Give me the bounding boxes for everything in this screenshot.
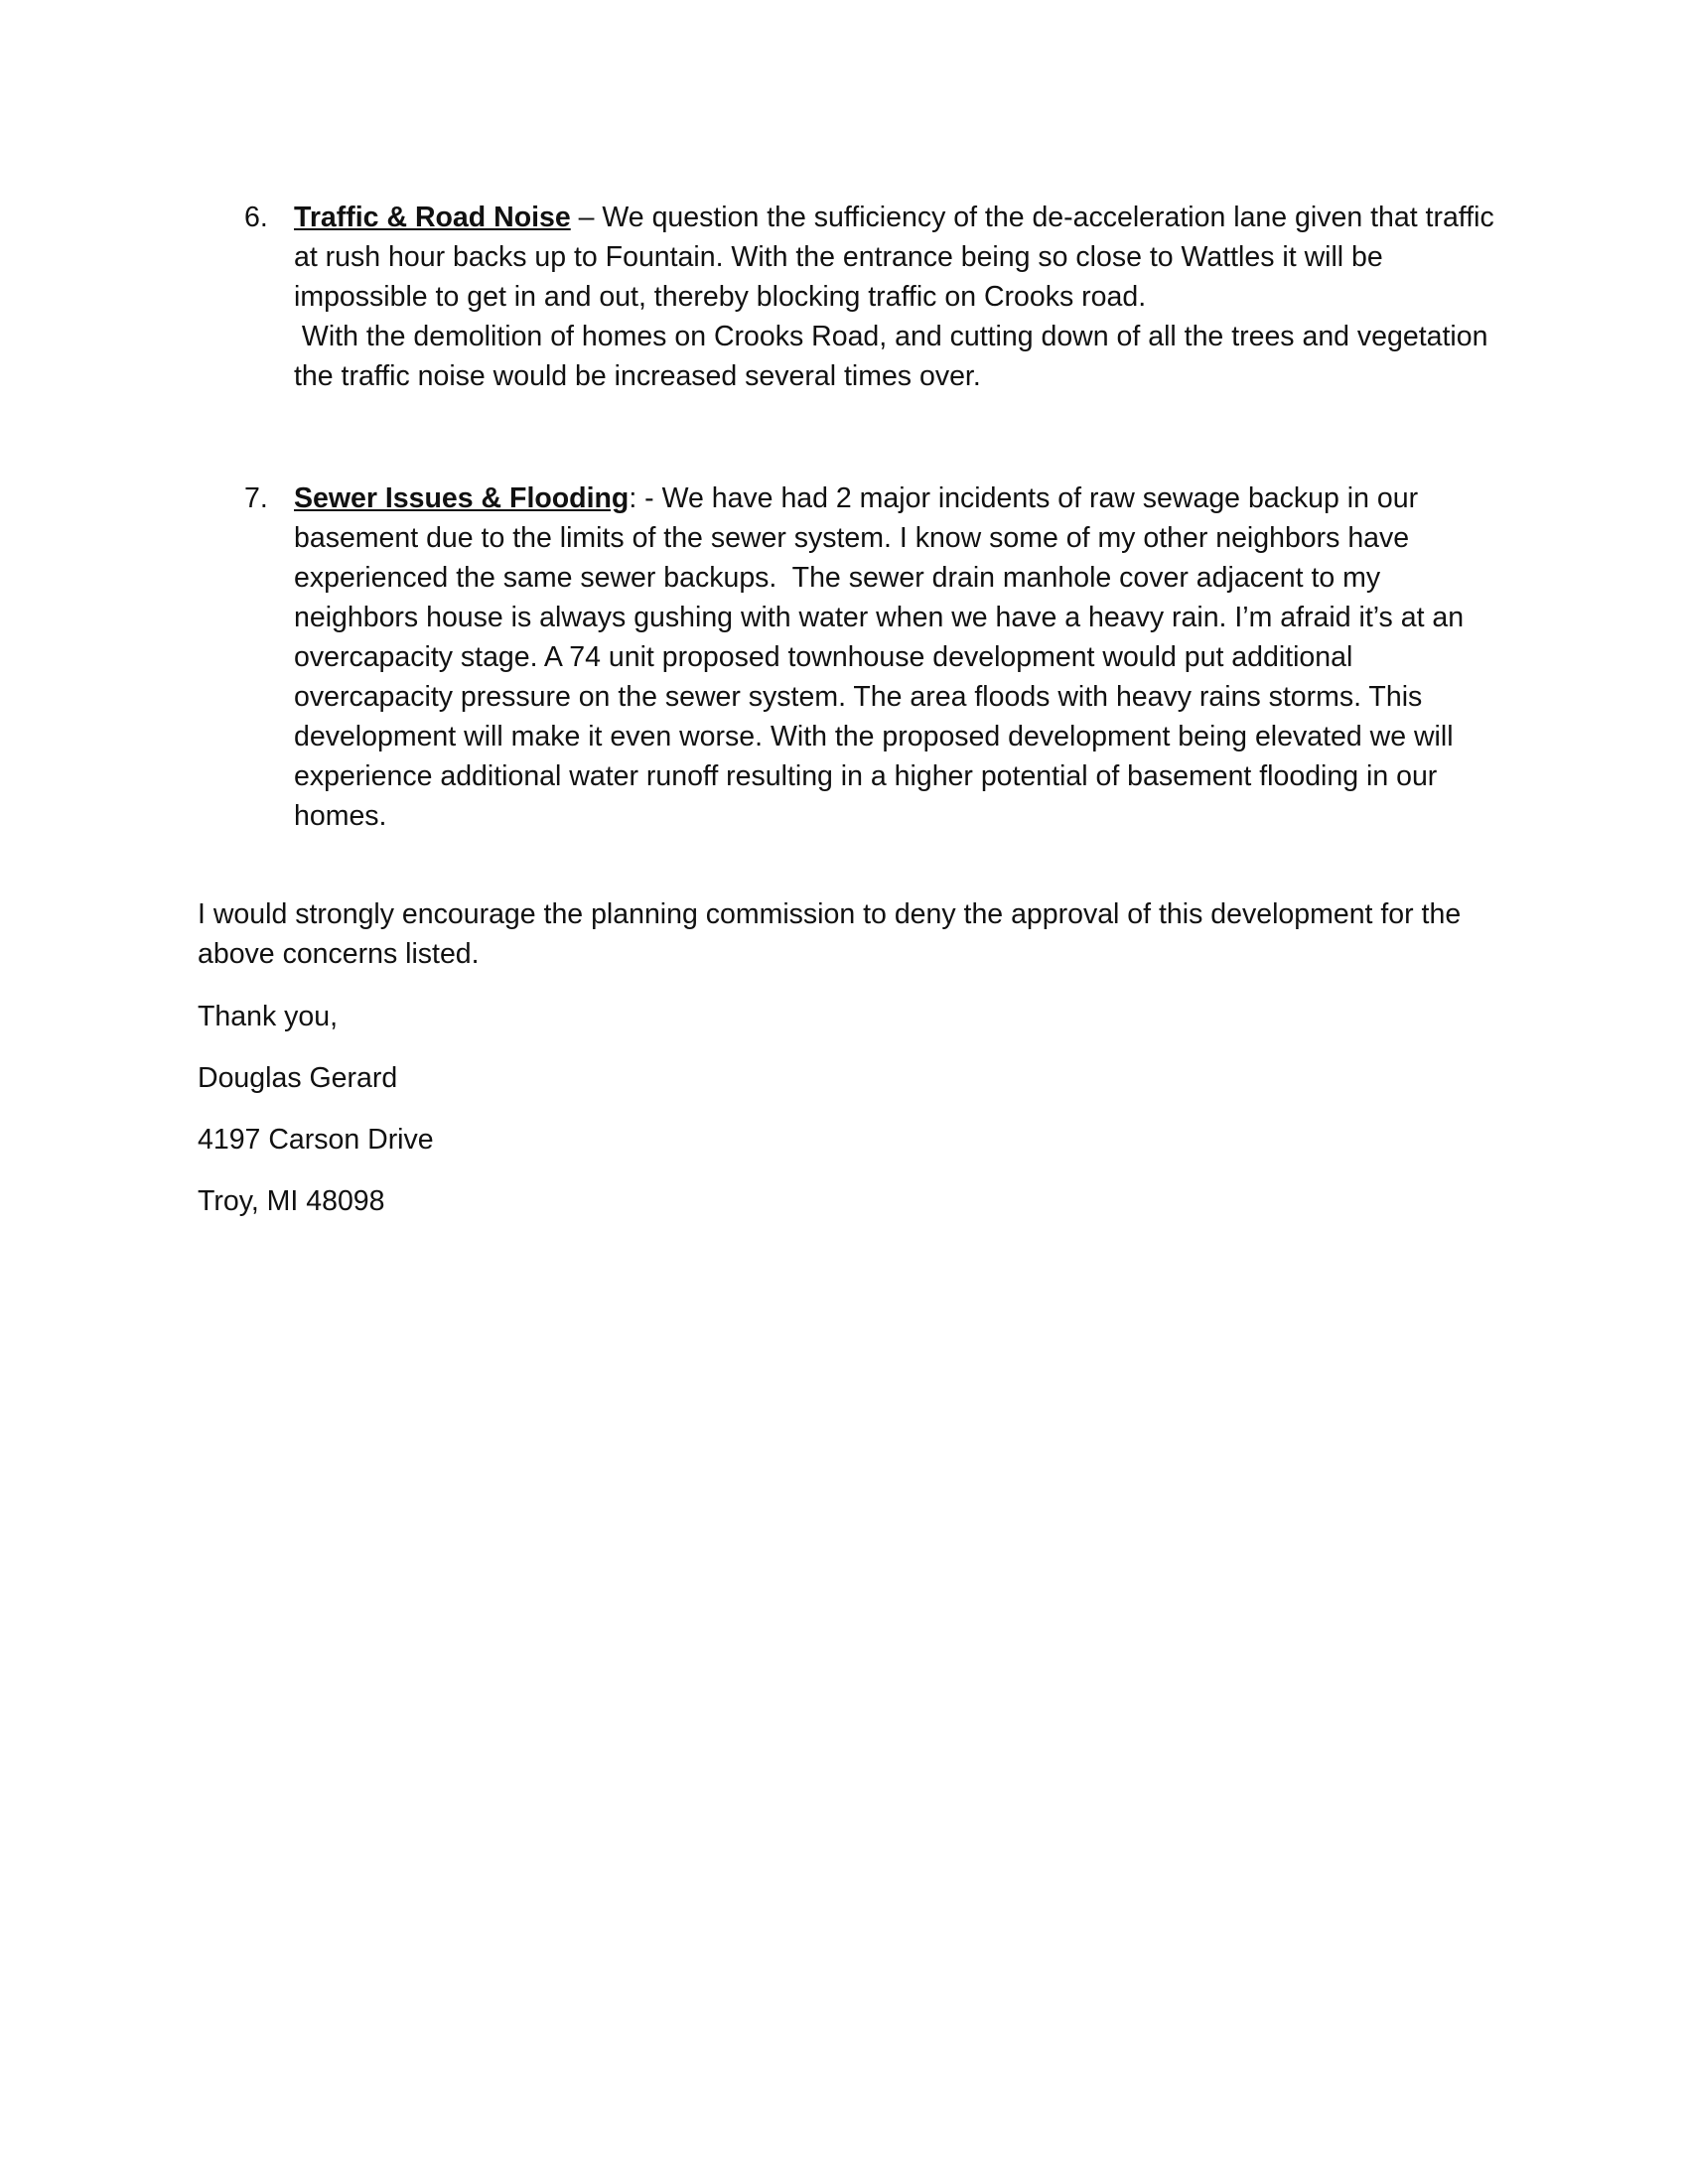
signature-name: Douglas Gerard	[198, 1062, 398, 1094]
item-line: overcapacity pressure on the sewer system. The area floods with heavy rains storms. This	[294, 681, 1423, 713]
signoff: Thank you,	[198, 1001, 338, 1032]
item-number: 6.	[244, 202, 268, 233]
item-line: at rush hour backs up to Fountain. With the entrance being so close to Wattles it will be	[294, 241, 1383, 273]
item-heading: Sewer Issues & Flooding	[294, 482, 630, 514]
item-line: the traffic noise would be increased several times over.	[294, 360, 981, 392]
item-line: With the demolition of homes on Crooks Road, and cutting down of all the trees and vegetation	[294, 321, 1488, 352]
item-line: impossible to get in and out, thereby blocking traffic on Crooks road.	[294, 281, 1147, 313]
item-number: 7.	[244, 482, 268, 514]
item-body	[294, 198, 1505, 396]
item-line: homes.	[294, 800, 387, 832]
closing-line: I would strongly encourage the planning commission to deny the approval of this development for the	[198, 898, 1462, 930]
closing-line: above concerns listed.	[198, 938, 480, 970]
item-line	[294, 478, 1505, 518]
item-body	[294, 478, 1505, 836]
signature-city: Troy, MI 48098	[198, 1185, 385, 1217]
item-text: – We question the sufficiency of the de-acceleration lane given that traffic	[570, 202, 1494, 233]
closing-paragraph	[198, 894, 1508, 974]
item-line: experience additional water runoff resulting in a higher potential of basement flooding in our	[294, 760, 1438, 792]
item-line: experienced the same sewer backups. The sewer drain manhole cover adjacent to my	[294, 562, 1381, 594]
item-line: development will make it even worse. With the proposed development being elevated we will	[294, 721, 1454, 752]
item-line	[294, 198, 1505, 237]
item-line: basement due to the limits of the sewer system. I know some of my other neighbors have	[294, 522, 1410, 554]
item-heading: Traffic & Road Noise	[294, 202, 571, 233]
signature-street: 4197 Carson Drive	[198, 1124, 434, 1156]
item-text: : - We have had 2 major incidents of raw sewage backup in our	[629, 482, 1419, 514]
item-line: neighbors house is always gushing with water when we have a heavy rain. I’m afraid it’s at an	[294, 602, 1465, 633]
item-line: overcapacity stage. A 74 unit proposed townhouse development would put additional	[294, 641, 1353, 673]
